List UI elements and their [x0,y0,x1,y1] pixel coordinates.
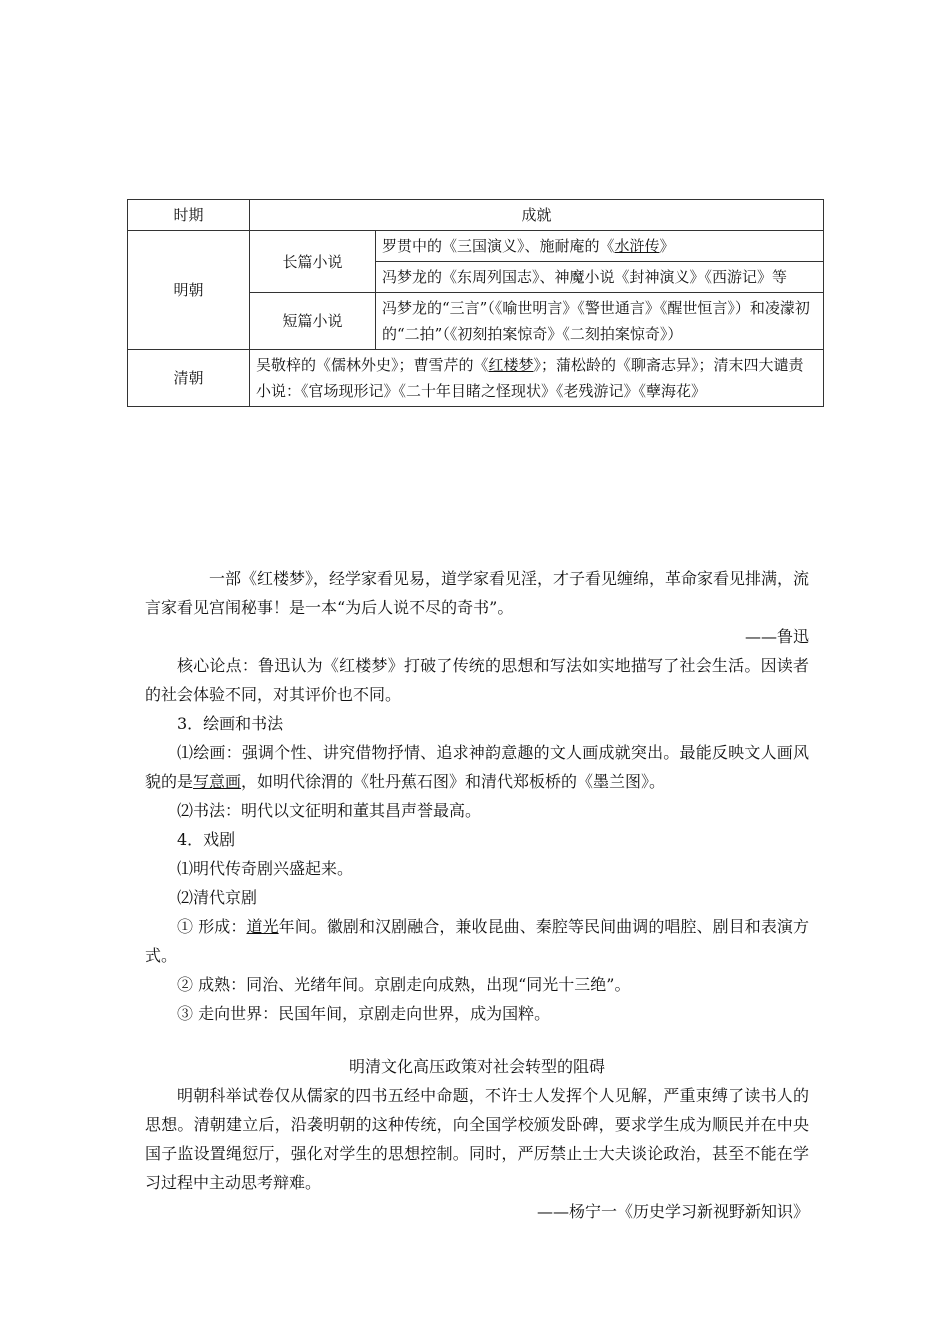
underlined-term: 水浒传 [614,237,660,255]
quote-lu-xun: 一部《红楼梦》，经学家看见易，道学家看见淫，才子看见缠绵，革命家看见排满，流言家看见宫闱秘事！是一本“为后人说不尽的奇书”。 [145,569,810,617]
table-header-row [128,200,824,231]
excerpt-body: 明朝科举试卷仅从儒家的四书五经中命题，不许士人发挥个人见解，严重束缚了读书人的思想。清朝建立后，沿袭明朝的这种传统，向全国学校颁发卧碑，要求学生成为顺民并在中央国子监设置绳愆厅，强化对学生的思想控制。同时，严厉禁止士大夫谈论政治，甚至不能在学习过程中主动思考辩难。 [145,1086,809,1192]
table-row [128,350,824,407]
section-title: 4．戏剧 [177,830,236,849]
underlined-term: 道光 [246,917,279,936]
table-cell: 冯梦龙的“三言”（《喻世明言》《警世通言》《醒世恒言》）和凌濛初的“二拍”（《初刻拍案惊奇》《二刻拍案惊奇》） [376,293,824,350]
underlined-term: 红楼梦 [488,356,534,374]
core-argument: 核心论点：鲁迅认为《红楼梦》打破了传统的思想和写法如实地描写了社会生活。因读者的社会体验不同，对其评价也不同。 [145,656,809,704]
table-cell: 冯梦龙的《东周列国志》、神魔小说《封神演义》《西游记》等 [376,262,824,293]
drama-paragraph: ⑴明代传奇剧兴盛起来。 [177,859,354,878]
table-cell: 吴敬梓的《儒林外史》；曹雪芹的《红楼梦》；蒲松龄的《聊斋志异》；清末四大谴责小说：《官场现形记》《二十年目睹之怪现状》《老残游记》《孽海花》 [250,350,824,407]
list-item: ③ 走向世界：民国年间，京剧走向世界，成为国粹。 [177,1004,551,1023]
quote-source: ——鲁迅 [744,627,809,646]
category-short-novel: 短篇小说 [250,293,376,350]
calligraphy-paragraph: ⑵书法：明代以文征明和董其昌声誉最高。 [177,801,482,820]
header-period: 时期 [128,200,250,231]
period-ming: 明朝 [128,231,250,350]
period-qing: 清朝 [128,350,250,407]
achievement-table [127,199,824,407]
list-item: ② 成熟：同治、光绪年间。京剧走向成熟，出现“同光十三绝”。 [177,975,631,994]
category-long-novel: 长篇小说 [250,231,376,293]
header-achievement: 成就 [250,200,824,231]
section-title: 3．绘画和书法 [177,714,284,733]
excerpt-source: ——杨宁一《历史学习新视野新知识》 [536,1202,809,1221]
painting-paragraph: ⑴绘画：强调个性、讲究借物抒情、追求神韵意趣的文人画成就突出。最能反映文人画风貌的是写意画，如明代徐渭的《牡丹蕉石图》和清代郑板桥的《墨兰图》。 [145,743,809,791]
table-cell: 罗贯中的《三国演义》、施耐庵的《水浒传》 [376,231,824,262]
excerpt-title: 明清文化高压政策对社会转型的阻碍 [348,1057,605,1076]
underlined-term: 写意画 [193,772,242,791]
table-row [128,231,824,262]
drama-paragraph: ⑵清代京剧 [177,888,258,907]
list-item: ① 形成：道光年间。徽剧和汉剧融合，兼收昆曲、秦腔等民间曲调的唱腔、剧目和表演方式。 [145,917,809,965]
